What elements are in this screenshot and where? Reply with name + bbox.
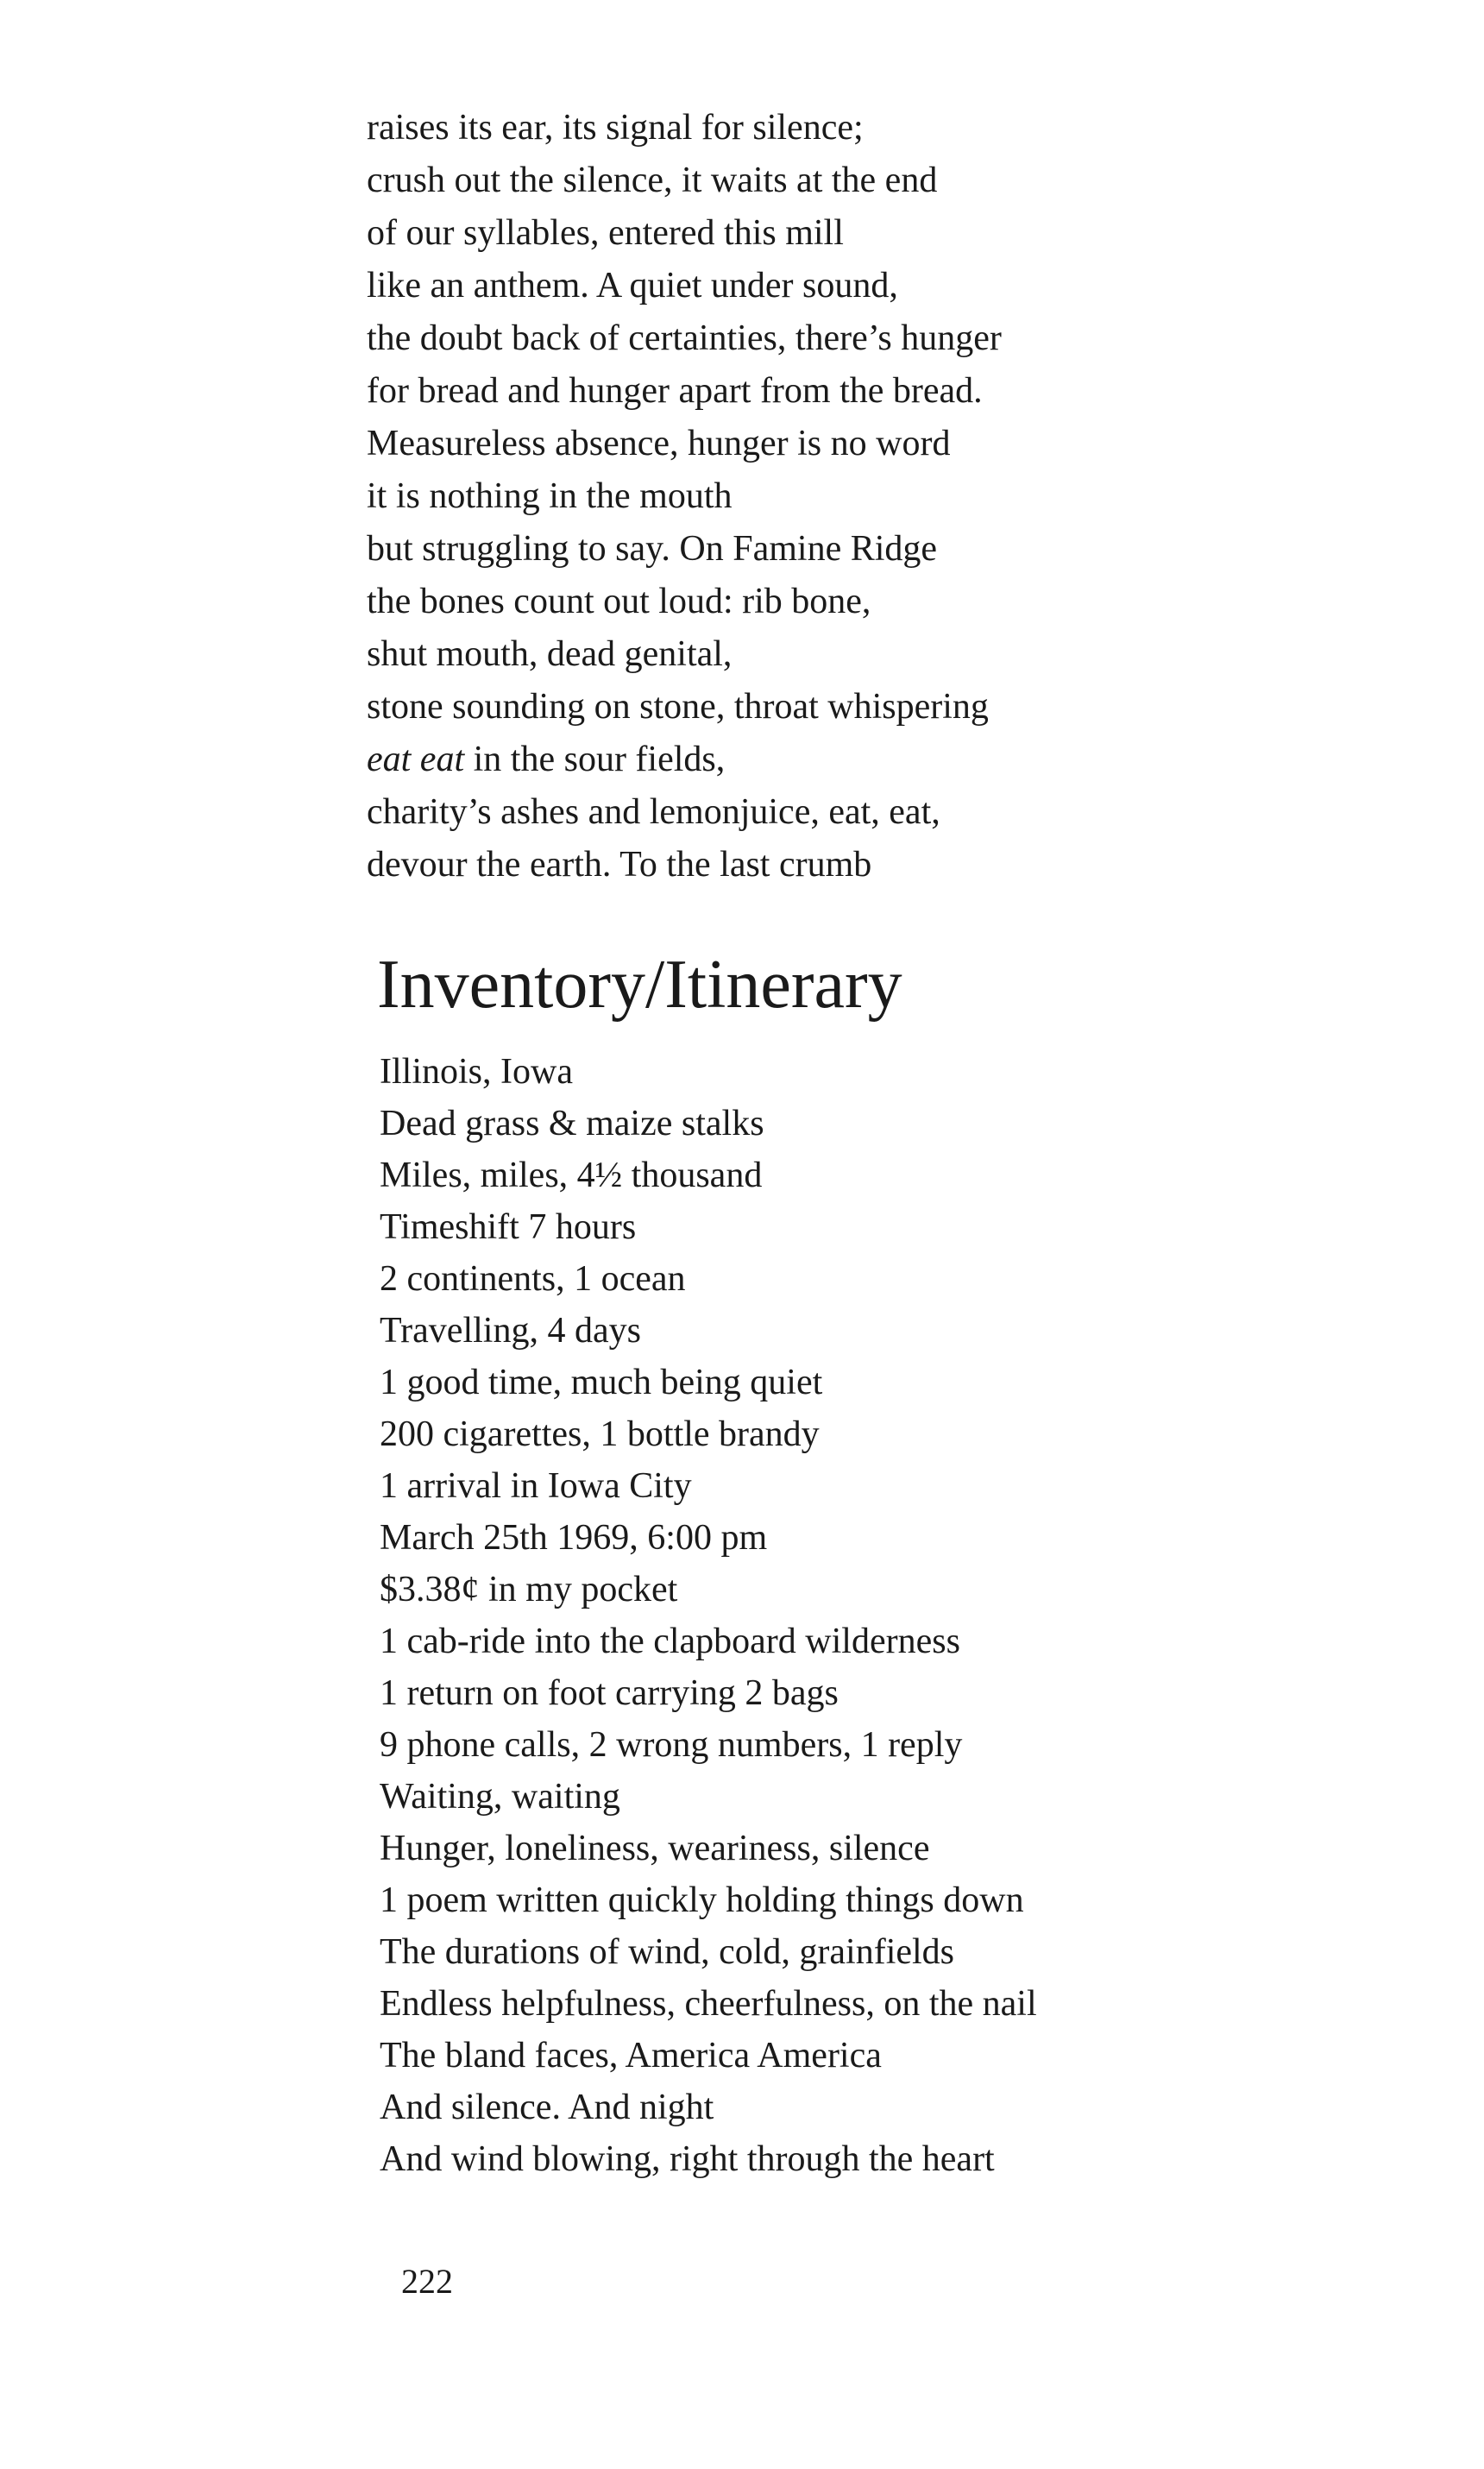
poem-stanza-continued xyxy=(367,102,1229,891)
poem-line: for bread and hunger apart from the bread. xyxy=(367,371,983,411)
poem-line: stone sounding on stone, throat whispering xyxy=(367,687,989,727)
poem-line: $3.38¢ in my pocket xyxy=(380,1570,678,1609)
poem-line: devour the earth. To the last crumb xyxy=(367,845,872,885)
poem-line: the bones count out loud: rib bone, xyxy=(367,582,871,621)
poem-line: Hunger, loneliness, weariness, silence xyxy=(380,1829,930,1868)
poem-line: March 25th 1969, 6:00 pm xyxy=(380,1518,768,1558)
poem-line: And wind blowing, right through the heart xyxy=(380,2139,995,2179)
poem-line: Timeshift 7 hours xyxy=(380,1207,637,1247)
poem-line: 2 continents, 1 ocean xyxy=(380,1259,686,1299)
poem-line: 1 good time, much being quiet xyxy=(380,1363,823,1402)
poem-line: The durations of wind, cold, grainfields xyxy=(380,1932,955,1972)
poem-line: Waiting, waiting xyxy=(380,1777,620,1817)
poem-line: And silence. And night xyxy=(380,2088,714,2127)
poem-line xyxy=(367,734,1229,786)
poem-line: crush out the silence, it waits at the end xyxy=(367,161,938,200)
poem-line: 9 phone calls, 2 wrong numbers, 1 reply xyxy=(380,1725,963,1765)
poem-title: Inventory/Itinerary xyxy=(377,947,902,1023)
poem-line: Travelling, 4 days xyxy=(380,1311,641,1351)
poem-line: raises its ear, its signal for silence; xyxy=(367,108,864,148)
poem-line: of our syllables, entered this mill xyxy=(367,213,844,253)
poem-body xyxy=(380,1046,1242,2185)
italic-phrase: eat eat xyxy=(367,740,465,779)
poem-line-rest: in the sour fields, xyxy=(464,740,726,779)
poem-line: but struggling to say. On Famine Ridge xyxy=(367,529,938,569)
poem-line: Endless helpfulness, cheerfulness, on the nail xyxy=(380,1984,1037,2024)
poem-line: The bland faces, America America xyxy=(380,2036,882,2075)
poem-line: 200 cigarettes, 1 bottle brandy xyxy=(380,1414,820,1454)
poem-line: shut mouth, dead genital, xyxy=(367,634,733,674)
poem-line: 1 arrival in Iowa City xyxy=(380,1466,692,1506)
page-number: 222 xyxy=(401,2262,453,2301)
poem-line: Dead grass & maize stalks xyxy=(380,1104,764,1143)
poem-line: 1 return on foot carrying 2 bags xyxy=(380,1673,839,1713)
poem-line: Miles, miles, 4½ thousand xyxy=(380,1156,763,1195)
poem-line: 1 cab-ride into the clapboard wilderness xyxy=(380,1622,960,1661)
poem-line: Measureless absence, hunger is no word xyxy=(367,424,951,463)
poem-line: the doubt back of certainties, there’s hunger xyxy=(367,318,1002,358)
poem-line: it is nothing in the mouth xyxy=(367,476,733,516)
poem-line: Illinois, Iowa xyxy=(380,1052,573,1092)
poem-line: like an anthem. A quiet under sound, xyxy=(367,266,898,305)
poem-line: 1 poem written quickly holding things down xyxy=(380,1880,1024,1920)
poem-line: charity’s ashes and lemonjuice, eat, eat, xyxy=(367,792,940,832)
